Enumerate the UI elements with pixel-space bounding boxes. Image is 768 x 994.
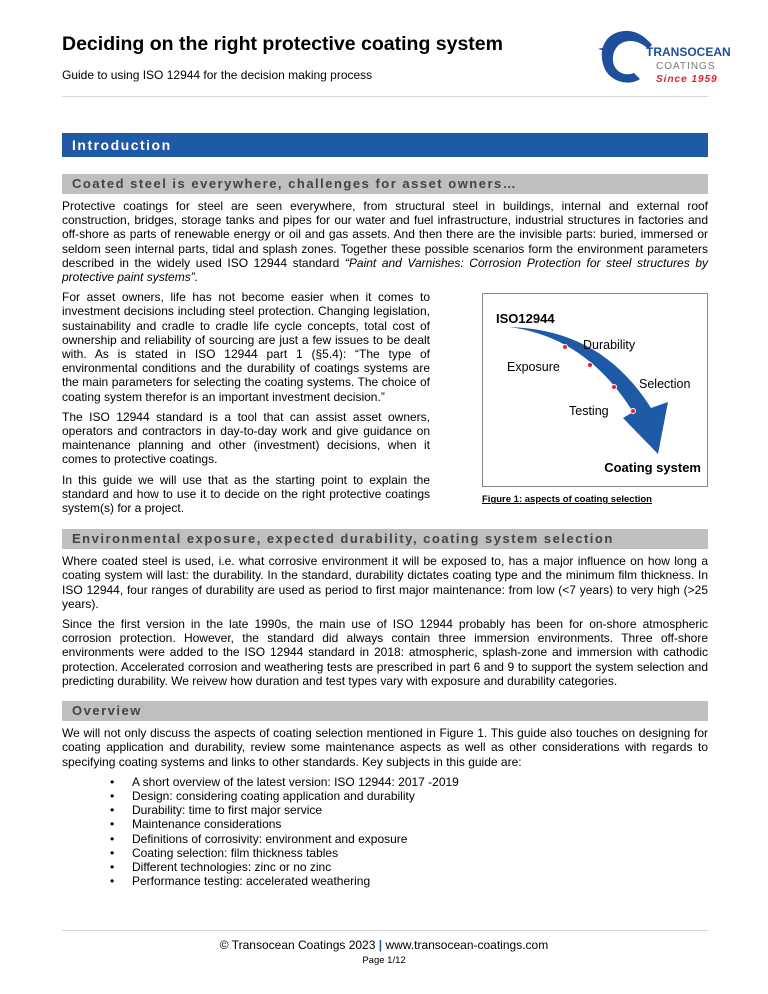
standard-title-quote: “Paint and Varnishes: Corrosion Protection for steel structures by protective paint systems”. — [62, 255, 708, 285]
list-item: • Performance testing: accelerated weathering — [110, 874, 708, 888]
key-subjects-list — [62, 775, 708, 889]
paragraph: Where coated steel is used, i.e. what corrosive environment it will be exposed to, has a major influence on how long a coating system will last: the durability. In the standard, durability dictates coating type and the minimum film thickness. In ISO 12944, four ranges of durability are used as period to first major maintenance: from low (<7 years) to very high (>25 years). — [62, 554, 708, 611]
marker-dot — [612, 385, 617, 390]
paragraph — [62, 199, 708, 284]
marker-dot — [631, 409, 636, 414]
website-link[interactable]: www.transocean-coatings.com — [385, 938, 549, 952]
list-item: • Different technologies: zinc or no zinc — [110, 860, 708, 874]
svg-text:Since 1959: Since 1959 — [656, 74, 718, 85]
spacer — [62, 694, 708, 701]
main-content — [62, 133, 708, 888]
figure-label-testing: Testing — [569, 404, 609, 419]
list-item: • A short overview of the latest version: ISO 12944: 2017 -2019 — [110, 775, 708, 789]
page-number: Page 1/12 — [362, 955, 406, 966]
footer-separator: | — [378, 938, 383, 952]
paragraph: The ISO 12944 standard is a tool that can assist asset owners, operators and contractors in day-to-day work and give guidance on maintenance planning and other (investment) decisions, when it comes to protective coatings. — [62, 409, 430, 467]
intro-two-column — [62, 290, 708, 521]
figure-heading: ISO12944 — [496, 311, 555, 327]
list-item: • Coating selection: film thickness tables — [110, 846, 708, 860]
section-header-introduction: Introduction — [62, 133, 708, 157]
figure-caption: Figure 1: aspects of coating selection — [482, 494, 652, 506]
subsection-header-coated-steel: Coated steel is everywhere, challenges for asset owners… — [62, 174, 708, 194]
paragraph-text: Protective coatings for steel are seen everywhere, from structural steel in buildings, internal and external roof construction, bridges, storage tanks and pipes for our water and fuel infrastructure, industrial structures in factories and off-shore as parts of renewable energy or oil and gas assets. And then there are the invisible parts: buried, immersed or seldom seen internal parts, tidal and splash zones. Together these possible scenarios form the environment parameters described in the widely used ISO 12944 standard — [62, 199, 708, 270]
list-item: • Design: considering coating application and durability — [110, 789, 708, 803]
figure-label-durability: Durability — [583, 338, 636, 353]
paragraph: In this guide we will use that as the starting point to explain the standard and how to use it to decide on the right protective coatings system(s) for a project. — [62, 472, 430, 516]
page-title: Deciding on the right protective coating system — [62, 33, 503, 55]
marker-dot — [588, 363, 593, 368]
page-subtitle: Guide to using ISO 12944 for the decision making process — [62, 68, 373, 82]
paragraph: For asset owners, life has not become easier when it comes to investment decisions including steel protection. Changing legislation, sustainability and cradle to cradle life cycle concepts, total cost of ownership and reliability of sourcing are just a few issues to be dealt with. As is stated in ISO 12944 part 1 (§5.4): “The type of environmental conditions and the durability of coatings systems are the main parameters for selecting the coating systems. The choice of coating system therefor is an important investment decision.” — [62, 290, 430, 404]
subsection-header-overview: Overview — [62, 701, 708, 721]
paragraph: Since the first version in the late 1990s, the main use of ISO 12944 probably has been for on-shore atmospheric corrosion protection. However, the standard did always contain three immersion environments. Three off-shore environments were added to the ISO 12944 standard in 2018: atmospheric, splash-zone and immersion with cathodic protection. Accelerated corrosion and weathering tests are prescribed in part 6 and 9 to support the system selection and predicting durability. We reivew how duration and test types vary with exposure and durability categories. — [62, 617, 708, 688]
footer — [0, 938, 768, 952]
figure-label-coating-system: Coating system — [604, 460, 701, 476]
transocean-logo — [594, 27, 764, 87]
list-item: • Durability: time to first major service — [110, 803, 708, 817]
figure-wrapper — [482, 293, 708, 505]
header-divider — [62, 96, 708, 97]
marker-dot — [563, 345, 568, 350]
figure-coating-selection — [482, 293, 708, 487]
svg-text:COATINGS: COATINGS — [656, 61, 716, 72]
list-item: • Definitions of corrosivity: environment and exposure — [110, 832, 708, 846]
left-column — [62, 290, 430, 521]
figure-label-selection: Selection — [639, 377, 691, 392]
footer-divider — [62, 930, 708, 931]
figure-label-exposure: Exposure — [507, 360, 560, 375]
svg-text:TRANSOCEAN: TRANSOCEAN — [646, 45, 731, 59]
paragraph: We will not only discuss the aspects of coating selection mentioned in Figure 1. This guide also touches on designing for coating application and durability, review some maintenance aspects as well as other considerations with regards to specifying coating systems and links to other standards. Key subjects in this guide are: — [62, 726, 708, 769]
subsection-header-environmental-exposure: Environmental exposure, expected durability, coating system selection — [62, 529, 708, 549]
list-item: • Maintenance considerations — [110, 817, 708, 831]
footer-copyright: © Transocean Coatings 2023 — [219, 938, 376, 952]
